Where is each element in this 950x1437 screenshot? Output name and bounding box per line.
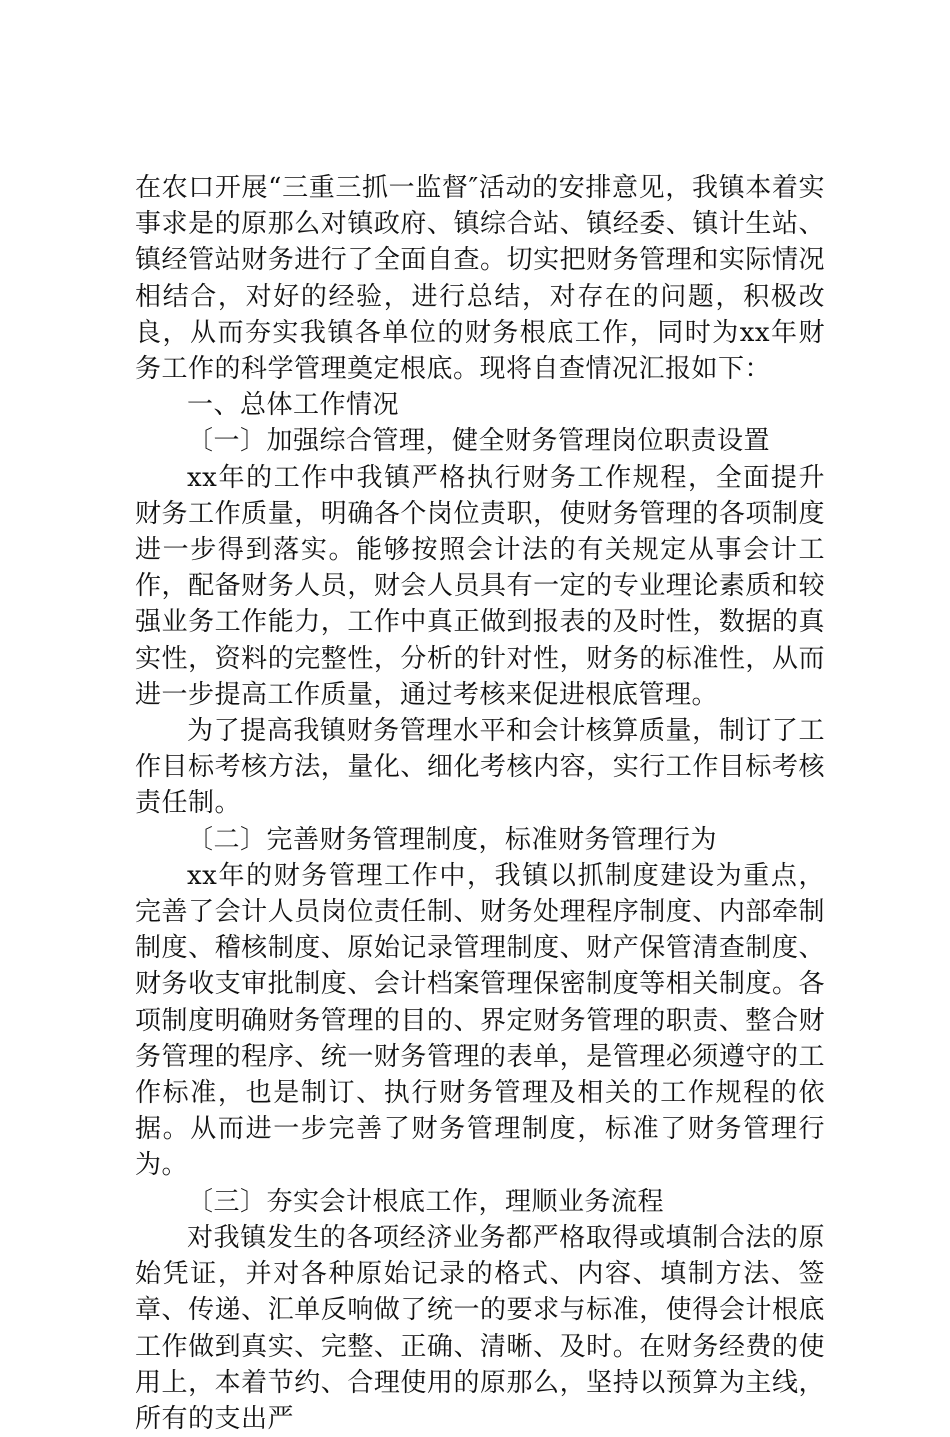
body-paragraph-1: xx年的工作中我镇严格执行财务工作规程，全面提升财务工作质量，明确各个岗位责职，使财务管理的各项制度进一步得到落实。能够按照会计法的有关规定从事会计工作，配备财务人员，财会人员具有一定的专业理论素质和较强业务工作能力，工作中真正做到报表的及时性，数据的真实性，资料的完整性，分析的针对性，财务的标准性，从而进一步提高工作质量，通过考核来促进根底管理。	[135, 462, 825, 710]
section-heading-overall-work: 一、总体工作情况	[187, 390, 400, 421]
document-body	[135, 170, 825, 1437]
subsection-heading-3: 〔三〕夯实会计根底工作，理顺业务流程	[187, 1186, 665, 1217]
subsection-heading-2: 〔二〕完善财务管理制度，标准财务管理行为	[187, 824, 718, 855]
intro-paragraph: 在农口开展“三重三抓一监督″活动的安排意见，我镇本着实事求是的原那么对镇政府、镇综合站、镇经委、镇计生站、镇经管站财务进行了全面自查。切实把财务管理和实际情况相结合，对好的经验，进行总结，对存在的问题，积极改良，从而夯实我镇各单位的财务根底工作，同时为xx年财务工作的科学管理奠定根底。现将自查情况汇报如下：	[135, 173, 825, 385]
body-paragraph-2: 为了提高我镇财务管理水平和会计核算质量，制订了工作目标考核方法，量化、细化考核内容，实行工作目标考核责任制。	[135, 716, 825, 819]
subsection-heading-1: 〔一〕加强综合管理，健全财务管理岗位职责设置	[187, 426, 771, 457]
body-paragraph-3: xx年的财务管理工作中，我镇以抓制度建设为重点，完善了会计人员岗位责任制、财务处理程序制度、内部牵制制度、稽核制度、原始记录管理制度、财产保管清查制度、财务收支审批制度、会计档案管理保密制度等相关制度。各项制度明确财务管理的目的、界定财务管理的职责、整合财务管理的程序、统一财务管理的表单，是管理必须遵守的工作标准，也是制订、执行财务管理及相关的工作规程的依据。从而进一步完善了财务管理制度，标准了财务管理行为。	[135, 860, 825, 1181]
body-paragraph-4: 对我镇发生的各项经济业务都严格取得或填制合法的原始凭证，并对各种原始记录的格式、内容、填制方法、签章、传递、汇单反响做了统一的要求与标准，使得会计根底工作做到真实、完整、正确、清晰、及时。在财务经费的使用上，本着节约、合理使用的原那么，坚持以预算为主线，所有的支出严	[135, 1222, 825, 1434]
